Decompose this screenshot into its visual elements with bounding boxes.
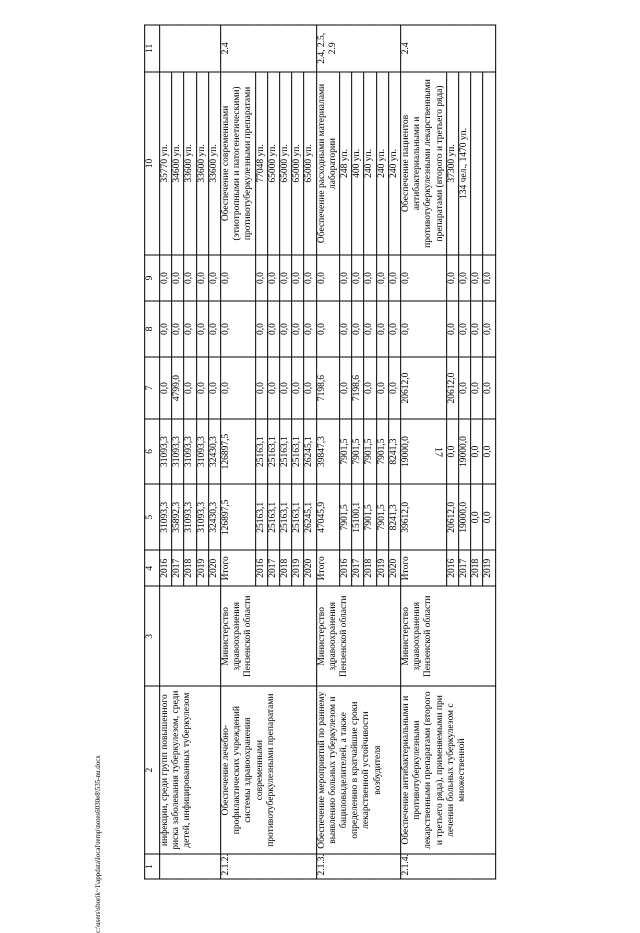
indicator-value: 37300 уп.	[447, 72, 459, 256]
amount-cell: 0,0	[459, 357, 471, 418]
item-number	[160, 854, 221, 879]
amount-cell: 126897,5	[221, 484, 256, 550]
amount-cell: 0,0	[160, 357, 172, 418]
amount-cell: 0,0	[255, 357, 267, 418]
rotated-table-wrapper	[144, 25, 496, 880]
amount-cell: 0,0	[401, 301, 447, 358]
header-cell: 2	[145, 686, 160, 854]
responsible-ministry: Министерство здравоохранения Пензенской области	[316, 586, 400, 686]
responsible-ministry: Министерство здравоохранения Пензенской области	[401, 586, 496, 686]
reference-cell	[160, 25, 221, 72]
item-number: 2.1.4.	[401, 854, 496, 879]
amount-cell: 25163,1	[280, 484, 292, 550]
amount-cell: 0,0	[221, 357, 256, 418]
header-cell: 7	[145, 357, 160, 418]
amount-cell: 25163,1	[267, 484, 279, 550]
reference-cell: 2.4	[401, 25, 496, 72]
amount-cell: 0,0	[447, 301, 459, 358]
amount-cell: 0,0	[255, 301, 267, 358]
footer-path: c:\users\sborik~1\appdata\local\temp\notes6030e8\535-nu.docx	[94, 755, 102, 933]
amount-cell: 0,0	[471, 301, 483, 358]
indicator-value: 65000 уп.	[267, 72, 279, 256]
indicator-value: 65000 уп.	[292, 72, 304, 256]
amount-cell: 0,0	[352, 301, 364, 358]
year-cell: 2016	[160, 550, 172, 586]
amount-cell: 0,0	[471, 419, 483, 485]
header-cell: 5	[145, 484, 160, 550]
amount-cell: 0,0	[292, 301, 304, 358]
amount-cell: 0,0	[172, 255, 184, 300]
amount-cell: 19000,0	[459, 484, 471, 550]
year-cell: 2020	[208, 550, 220, 586]
year-row	[160, 25, 172, 879]
header-cell: 6	[145, 419, 160, 485]
amount-cell: 0,0	[208, 255, 220, 300]
responsible-ministry: Министерство здравоохранения Пензенской области	[221, 586, 317, 686]
amount-cell: 0,0	[376, 357, 388, 418]
amount-cell: 31093,3	[184, 484, 196, 550]
amount-cell: 25163,1	[292, 484, 304, 550]
amount-cell: 0,0	[160, 255, 172, 300]
amount-cell: 31093,3	[160, 419, 172, 485]
amount-cell: 7901,5	[364, 419, 376, 485]
amount-cell: 0,0	[255, 255, 267, 300]
year-cell: 2019	[292, 550, 304, 586]
year-cell: 2018	[280, 550, 292, 586]
amount-cell: 0,0	[267, 255, 279, 300]
amount-cell: 32430,3	[208, 419, 220, 485]
amount-cell: 0,0	[364, 301, 376, 358]
amount-cell: 25163,1	[255, 484, 267, 550]
amount-cell: 7901,5	[352, 419, 364, 485]
amount-cell: 0,0	[280, 301, 292, 358]
header-cell: 11	[145, 25, 160, 72]
amount-cell: 0,0	[376, 255, 388, 300]
amount-cell: 7198,6	[316, 357, 339, 418]
amount-cell: 0,0	[376, 301, 388, 358]
year-cell: 2016	[340, 550, 352, 586]
amount-cell: 0,0	[483, 301, 495, 358]
reference-cell: 2.4, 2.5, 2.9	[316, 25, 400, 72]
amount-cell: 0,0	[340, 255, 352, 300]
header-cell: 9	[145, 255, 160, 300]
year-cell: 2020	[389, 550, 401, 586]
amount-cell: 7901,5	[376, 484, 388, 550]
amount-cell: 25163,1	[280, 419, 292, 485]
amount-cell: 19000,0	[459, 419, 471, 485]
year-cell: 2016	[447, 550, 459, 586]
amount-cell: 0,0	[184, 255, 196, 300]
year-cell: 2017	[267, 550, 279, 586]
reference-cell: 2.4	[221, 25, 317, 72]
amount-cell: 0,0	[267, 301, 279, 358]
indicator-value	[471, 72, 483, 256]
year-cell: 2019	[483, 550, 495, 586]
amount-cell: 20612,0	[447, 484, 459, 550]
amount-cell: 0,0	[471, 357, 483, 418]
amount-cell: 31093,3	[196, 484, 208, 550]
amount-cell: 0,0	[340, 301, 352, 358]
indicator-value: 33600 уп.	[196, 72, 208, 256]
page-number: 17	[432, 447, 444, 457]
year-cell: 2016	[255, 550, 267, 586]
amount-cell: 0,0	[196, 301, 208, 358]
amount-cell: 39847,3	[316, 419, 339, 485]
indicator-value	[483, 72, 495, 256]
amount-cell: 20612,0	[401, 357, 447, 418]
amount-cell: 7198,6	[352, 357, 364, 418]
amount-cell: 0,0	[459, 301, 471, 358]
amount-cell: 31093,3	[196, 419, 208, 485]
indicator-value: 65000 уп.	[280, 72, 292, 256]
amount-cell: 7901,5	[340, 419, 352, 485]
amount-cell: 31093,3	[160, 484, 172, 550]
amount-cell: 0,0	[447, 255, 459, 300]
indicator-value: 134 чел., 1470 уп.	[459, 72, 471, 256]
header-cell: 4	[145, 550, 160, 586]
year-cell: 2017	[172, 550, 184, 586]
indicator-value: 240 уп.	[364, 72, 376, 256]
amount-cell: 0,0	[447, 419, 459, 485]
amount-cell: 0,0	[292, 255, 304, 300]
amount-cell: 0,0	[280, 255, 292, 300]
amount-cell: 0,0	[483, 357, 495, 418]
responsible-ministry	[160, 586, 221, 686]
indicator-value: 248 уп.	[340, 72, 352, 256]
indicator-heading: Обеспечение пациентов антибактериальными и противотуберкулезными лекарственными препаратами (второго и третьего ряда)	[401, 72, 447, 256]
amount-cell: 0,0	[340, 357, 352, 418]
amount-cell: 4799,0	[172, 357, 184, 418]
amount-cell: 7901,5	[340, 484, 352, 550]
year-cell: 2018	[471, 550, 483, 586]
header-cell: 3	[145, 586, 160, 686]
amount-cell: 25163,1	[255, 419, 267, 485]
item-name: Обеспечение антибактериальными и противотуберкулезными лекарственными препаратами (второго и третьего ряда), применяемыми при лечении больных туберкулезом с множественной	[401, 686, 496, 854]
item-number: 2.1.2.	[221, 854, 317, 879]
year-cell: 2017	[459, 550, 471, 586]
amount-cell: 0,0	[208, 301, 220, 358]
amount-cell: 0,0	[304, 357, 316, 418]
indicator-value: 34600 уп.	[172, 72, 184, 256]
amount-cell: 8241,3	[389, 419, 401, 485]
indicator-value: 400 уп.	[352, 72, 364, 256]
amount-cell: 0,0	[459, 255, 471, 300]
amount-cell: 0,0	[401, 255, 447, 300]
amount-cell: 19000,0	[401, 419, 447, 485]
total-row	[401, 25, 447, 879]
amount-cell: 7901,5	[376, 419, 388, 485]
indicator-heading: Обеспечение расходными материалами лаборатории	[316, 72, 339, 256]
indicator-value: 33600 уп.	[184, 72, 196, 256]
amount-cell: 0,0	[483, 255, 495, 300]
amount-cell: 0,0	[280, 357, 292, 418]
amount-cell: 0,0	[316, 301, 339, 358]
amount-cell: 26245,1	[304, 419, 316, 485]
amount-cell: 0,0	[221, 301, 256, 358]
indicator-value: 33600 уп.	[208, 72, 220, 256]
amount-cell: 0,0	[471, 484, 483, 550]
amount-cell: 35892,3	[172, 484, 184, 550]
amount-cell: 0,0	[292, 357, 304, 418]
amount-cell: 0,0	[172, 301, 184, 358]
year-cell: 2020	[304, 550, 316, 586]
item-name: инфекции, среди групп повышенного риска заболевания туберкулезом, среди детей, инфицированных туберкулезом	[160, 686, 221, 854]
amount-cell: 0,0	[483, 419, 495, 485]
header-row	[145, 25, 160, 879]
amount-cell: 0,0	[389, 357, 401, 418]
total-label: Итого	[401, 550, 447, 586]
year-cell: 2017	[352, 550, 364, 586]
header-cell: 8	[145, 301, 160, 358]
amount-cell: 0,0	[389, 255, 401, 300]
amount-cell: 25163,1	[292, 419, 304, 485]
amount-cell: 0,0	[184, 301, 196, 358]
amount-cell: 0,0	[364, 255, 376, 300]
header-cell: 10	[145, 72, 160, 256]
amount-cell: 0,0	[483, 484, 495, 550]
program-table	[144, 25, 496, 880]
amount-cell: 32430,3	[208, 484, 220, 550]
year-cell: 2018	[184, 550, 196, 586]
total-row	[316, 25, 339, 879]
indicator-value: 77048 уп.	[255, 72, 267, 256]
amount-cell: 0,0	[304, 255, 316, 300]
amount-cell: 0,0	[221, 255, 256, 300]
amount-cell: 0,0	[196, 357, 208, 418]
indicator-heading: Обеспечение современными (этиотропными и патогенетическими) противотуберкулезными препаратами	[221, 72, 256, 256]
amount-cell: 0,0	[208, 357, 220, 418]
amount-cell: 0,0	[471, 255, 483, 300]
amount-cell: 15100,1	[352, 484, 364, 550]
item-name: Обеспечение мероприятий по раннему выявлению больных туберкулезом и бациловыделителей, а также определению в кратчайшие сроки лекарственной устойчивости возбудителя	[316, 686, 400, 854]
amount-cell: 0,0	[184, 357, 196, 418]
indicator-value: 240 уп.	[389, 72, 401, 256]
total-label: Итого	[221, 550, 256, 586]
item-number: 2.1.3.	[316, 854, 400, 879]
year-cell: 2019	[196, 550, 208, 586]
amount-cell: 25163,1	[267, 419, 279, 485]
amount-cell: 0,0	[316, 255, 339, 300]
amount-cell: 31093,3	[184, 419, 196, 485]
amount-cell: 8241,3	[389, 484, 401, 550]
item-name: Обеспечение лечебно-профилактических учреждений системы здравоохранения современными противотуберкулезными препаратами	[221, 686, 317, 854]
amount-cell: 0,0	[389, 301, 401, 358]
amount-cell: 39612,0	[401, 484, 447, 550]
amount-cell: 0,0	[267, 357, 279, 418]
amount-cell: 7901,5	[364, 484, 376, 550]
year-cell: 2019	[376, 550, 388, 586]
amount-cell: 47045,9	[316, 484, 339, 550]
indicator-value: 65000 уп.	[304, 72, 316, 256]
total-row	[221, 25, 256, 879]
year-cell: 2018	[364, 550, 376, 586]
amount-cell: 31093,3	[172, 419, 184, 485]
amount-cell: 20612,0	[447, 357, 459, 418]
amount-cell: 0,0	[364, 357, 376, 418]
header-cell: 1	[145, 854, 160, 879]
indicator-value: 35770 уп.	[160, 72, 172, 256]
amount-cell: 126897,5	[221, 419, 256, 485]
amount-cell: 0,0	[160, 301, 172, 358]
indicator-value: 240 уп.	[376, 72, 388, 256]
amount-cell: 0,0	[196, 255, 208, 300]
amount-cell: 0,0	[352, 255, 364, 300]
amount-cell: 0,0	[304, 301, 316, 358]
total-label: Итого	[316, 550, 339, 586]
amount-cell: 26245,1	[304, 484, 316, 550]
